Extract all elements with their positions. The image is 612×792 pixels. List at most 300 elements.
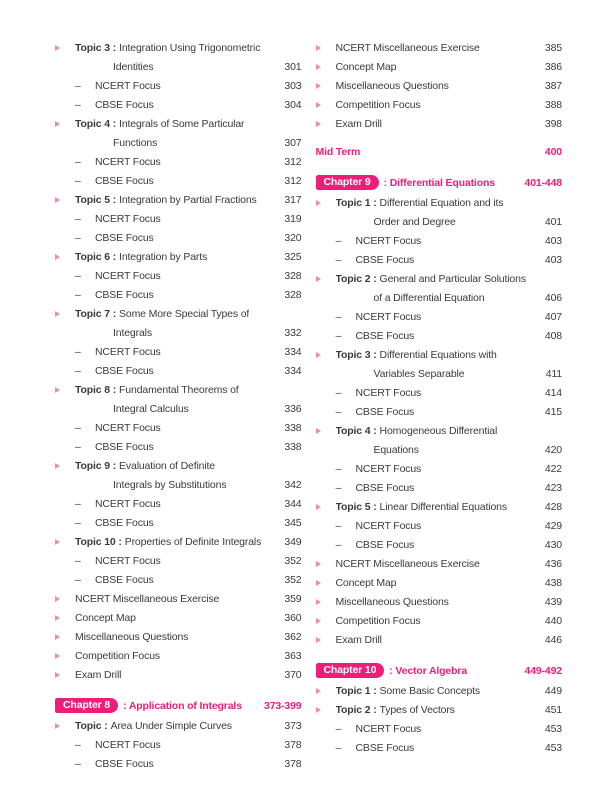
toc-topic-row[interactable] <box>316 345 563 383</box>
page-number: 403 <box>544 234 562 247</box>
dash-bullet-icon: – <box>335 329 342 342</box>
dash-bullet-icon: – <box>75 364 81 377</box>
sub-item-title: CBSE Focus <box>95 288 154 301</box>
page-number: 332 <box>284 326 302 339</box>
triangle-bullet-icon <box>316 580 336 586</box>
topic-title: Types of Vectors <box>379 703 455 716</box>
toc-topic-row[interactable] <box>55 456 302 494</box>
triangle-bullet-icon <box>316 561 336 567</box>
dash-bullet-icon: – <box>335 310 342 323</box>
toc-topic-line1 <box>55 627 302 646</box>
triangle-bullet-icon <box>316 121 336 127</box>
topic-label: Topic 5 : <box>75 193 117 206</box>
sub-item-title: NCERT Focus <box>95 212 161 225</box>
triangle-bullet-icon <box>55 254 75 260</box>
midterm-label: Mid Term <box>315 145 361 158</box>
topic-title-line2: Integrals by Substitutions <box>113 478 227 491</box>
page-number: 387 <box>544 79 562 92</box>
page-number: 312 <box>284 155 302 168</box>
topic-title-line2: Order and Degree <box>373 215 456 228</box>
toc-topic-row[interactable] <box>316 573 563 592</box>
page-number: 429 <box>544 519 562 532</box>
toc-topic-line1 <box>55 646 302 665</box>
chapter-title: : Application of Integrals <box>123 699 242 712</box>
chapter-badge: Chapter 9 <box>316 175 379 190</box>
topic-label: Topic 1 : <box>335 684 377 697</box>
dash-bullet-icon: – <box>75 288 81 301</box>
triangle-bullet-icon <box>55 121 75 127</box>
sub-item-title: CBSE Focus <box>355 329 415 342</box>
dash-bullet-icon: – <box>75 440 81 453</box>
chapter-page-range: 449-492 <box>524 664 562 677</box>
toc-sub-row[interactable] <box>55 209 302 228</box>
dash-bullet-icon: – <box>335 519 342 532</box>
triangle-bullet-icon <box>316 45 336 51</box>
triangle-bullet-icon <box>55 596 75 602</box>
toc-topic-row[interactable] <box>55 304 302 342</box>
sub-item-title: NCERT Focus <box>355 386 422 399</box>
toc-topic-line1 <box>55 190 302 209</box>
toc-topic-line1 <box>316 592 563 611</box>
toc-topic-line1 <box>316 611 563 630</box>
toc-topic-row[interactable] <box>316 700 563 719</box>
page-number: 378 <box>284 738 302 751</box>
toc-topic-row[interactable] <box>316 76 563 95</box>
topic-label: Topic : <box>75 719 108 732</box>
dash-bullet-icon: – <box>75 345 81 358</box>
dash-bullet-icon: – <box>335 386 342 399</box>
sub-item-title: NCERT Focus <box>95 79 161 92</box>
page-number: 411 <box>545 367 562 380</box>
triangle-bullet-icon <box>55 723 75 729</box>
triangle-bullet-icon <box>55 387 75 393</box>
topic-label: Topic 7 : <box>75 307 117 320</box>
dash-bullet-icon: – <box>75 497 81 510</box>
page-number: 407 <box>544 310 562 323</box>
page-number: 423 <box>544 481 562 494</box>
page-number: 398 <box>544 117 562 130</box>
page-number: 344 <box>284 497 302 510</box>
topic-title-line2: of a Differential Equation <box>373 291 485 304</box>
page-number: 334 <box>284 364 302 377</box>
toc-topic-row[interactable] <box>55 532 302 551</box>
dash-bullet-icon: – <box>75 174 81 187</box>
toc-topic-row[interactable] <box>316 554 563 573</box>
topic-label: Topic 9 : <box>75 459 117 472</box>
dash-bullet-icon: – <box>335 253 342 266</box>
page-number: 453 <box>544 722 562 735</box>
toc-topic-line2 <box>316 364 563 383</box>
toc-sub-row[interactable] <box>55 754 302 773</box>
chapter-badge: Chapter 8 <box>55 698 118 713</box>
page-number: 400 <box>544 145 562 158</box>
toc-topic-row[interactable] <box>316 592 563 611</box>
triangle-bullet-icon <box>316 707 336 713</box>
page-number: 362 <box>284 630 302 643</box>
toc-sub-row[interactable] <box>55 266 302 285</box>
toc-topic-row[interactable] <box>316 611 563 630</box>
topic-title: NCERT Miscellaneous Exercise <box>75 592 220 605</box>
page-number: 401 <box>544 215 562 228</box>
sub-item-title: CBSE Focus <box>95 364 154 377</box>
page-number: 430 <box>544 538 562 551</box>
triangle-bullet-icon <box>316 688 336 694</box>
page-number: 420 <box>544 443 562 456</box>
dash-bullet-icon: – <box>75 554 81 567</box>
toc-topic-row[interactable] <box>316 497 563 516</box>
toc-topic-line1 <box>55 665 302 684</box>
toc-topic-row[interactable] <box>55 190 302 209</box>
chapter-badge: Chapter 10 <box>316 663 385 678</box>
toc-topic-line1 <box>55 38 302 57</box>
toc-topic-line1 <box>55 716 302 735</box>
page-number: 436 <box>544 557 562 570</box>
toc-topic-line2 <box>316 288 563 307</box>
toc-sub-row[interactable] <box>55 285 302 304</box>
topic-title: Concept Map <box>335 576 397 589</box>
dash-bullet-icon: – <box>75 155 81 168</box>
toc-topic-row[interactable] <box>55 608 302 627</box>
chapter-title: : Vector Algebra <box>389 664 468 677</box>
topic-title-line2: Variables Separable <box>373 367 465 380</box>
sub-item-title: NCERT Focus <box>95 497 161 510</box>
page-number: 349 <box>284 535 302 548</box>
triangle-bullet-icon <box>316 352 336 358</box>
triangle-bullet-icon <box>316 599 336 605</box>
page-number: 385 <box>544 41 562 54</box>
triangle-bullet-icon <box>316 618 336 624</box>
toc-topic-row[interactable] <box>55 646 302 665</box>
topic-label: Topic 5 : <box>335 500 377 513</box>
toc-topic-line1 <box>316 554 563 573</box>
dash-bullet-icon: – <box>75 269 81 282</box>
sub-item-title: CBSE Focus <box>355 405 415 418</box>
topic-title: Linear Differential Equations <box>379 500 507 513</box>
topic-title: Properties of Definite Integrals <box>124 535 262 548</box>
triangle-bullet-icon <box>316 102 336 108</box>
page-number: 301 <box>284 60 302 73</box>
sub-item-title: CBSE Focus <box>95 98 154 111</box>
dash-bullet-icon: – <box>335 462 342 475</box>
toc-sub-row[interactable] <box>316 326 563 345</box>
toc-sub-row[interactable] <box>316 719 563 738</box>
page-number: 363 <box>284 649 302 662</box>
page-number: 360 <box>284 611 302 624</box>
triangle-bullet-icon <box>55 45 75 51</box>
sub-item-title: CBSE Focus <box>95 573 154 586</box>
page-number: 317 <box>284 193 302 206</box>
toc-sub-row[interactable] <box>55 437 302 456</box>
sub-item-title: CBSE Focus <box>95 231 154 244</box>
toc-topic-row[interactable] <box>316 681 563 700</box>
toc-topic-line1 <box>55 114 302 133</box>
dash-bullet-icon: – <box>75 421 81 434</box>
topic-title: NCERT Miscellaneous Exercise <box>335 557 480 570</box>
topic-title: Integration by Partial Fractions <box>119 193 257 206</box>
sub-item-title: NCERT Focus <box>95 155 161 168</box>
topic-label: Topic 6 : <box>75 250 117 263</box>
topic-title: Integration Using Trigonometric <box>119 41 261 54</box>
page-number: 422 <box>544 462 562 475</box>
dash-bullet-icon: – <box>75 516 81 529</box>
topic-label: Topic 1 : <box>335 196 377 209</box>
toc-topic-row[interactable] <box>316 114 563 133</box>
toc-sub-row[interactable] <box>55 513 302 532</box>
dash-bullet-icon: – <box>335 722 342 735</box>
topic-title: Some Basic Concepts <box>379 684 480 697</box>
triangle-bullet-icon <box>316 276 336 282</box>
toc-topic-line1 <box>316 269 563 288</box>
page-number: 320 <box>284 231 302 244</box>
page-number: 388 <box>544 98 562 111</box>
page-number: 328 <box>284 269 302 282</box>
topic-title: Exam Drill <box>75 668 122 681</box>
toc-topic-line1 <box>316 497 563 516</box>
toc-topic-line1 <box>316 57 563 76</box>
topic-title: Concept Map <box>335 60 397 73</box>
sub-item-title: NCERT Focus <box>95 738 161 751</box>
toc-topic-row[interactable] <box>316 193 563 231</box>
toc-sub-row[interactable] <box>316 402 563 421</box>
toc-sub-row[interactable] <box>55 418 302 437</box>
topic-title: Miscellaneous Questions <box>335 595 449 608</box>
sub-item-title: NCERT Focus <box>355 462 422 475</box>
dash-bullet-icon: – <box>75 757 81 770</box>
chapter-page-range: 401-448 <box>524 176 562 189</box>
sub-item-title: CBSE Focus <box>95 516 154 529</box>
toc-sub-row[interactable] <box>316 738 563 757</box>
toc-topic-line1 <box>316 76 563 95</box>
topic-title: Evaluation of Definite <box>119 459 215 472</box>
page-number: 453 <box>544 741 562 754</box>
triangle-bullet-icon <box>55 672 75 678</box>
page-number: 303 <box>284 79 302 92</box>
page-number: 406 <box>544 291 562 304</box>
page-number: 451 <box>544 703 562 716</box>
toc-topic-row[interactable] <box>55 114 302 152</box>
topic-title: Exam Drill <box>335 117 382 130</box>
toc-topic-line1 <box>55 608 302 627</box>
toc-topic-line1 <box>316 681 563 700</box>
dash-bullet-icon: – <box>335 741 342 754</box>
sub-item-title: CBSE Focus <box>355 253 415 266</box>
toc-sub-row[interactable] <box>316 231 563 250</box>
dash-bullet-icon: – <box>75 573 81 586</box>
page-number: 352 <box>284 554 302 567</box>
sub-item-title: CBSE Focus <box>355 481 415 494</box>
toc-topic-line1 <box>55 589 302 608</box>
toc-topic-line1 <box>55 304 302 323</box>
toc-sub-row[interactable] <box>55 171 302 190</box>
toc-topic-line2 <box>55 57 302 76</box>
toc-topic-line1 <box>55 532 302 551</box>
triangle-bullet-icon <box>55 463 75 469</box>
page-number: 338 <box>284 440 302 453</box>
triangle-bullet-icon <box>316 428 336 434</box>
page-number: 408 <box>544 329 562 342</box>
topic-title: Competition Focus <box>335 98 421 111</box>
toc-topic-row[interactable] <box>55 716 302 735</box>
dash-bullet-icon: – <box>75 98 81 111</box>
page-number: 328 <box>284 288 302 301</box>
toc-midterm-row[interactable] <box>316 142 563 161</box>
page-number: 438 <box>544 576 562 589</box>
toc-sub-row[interactable] <box>55 735 302 754</box>
toc-topic-line1 <box>316 345 563 364</box>
toc-sub-row[interactable] <box>316 250 563 269</box>
triangle-bullet-icon <box>55 539 75 545</box>
sub-item-title: NCERT Focus <box>95 345 161 358</box>
page-number: 342 <box>284 478 302 491</box>
toc-chapter-row[interactable] <box>316 660 563 681</box>
page-number: 439 <box>544 595 562 608</box>
toc-chapter-row[interactable] <box>316 172 563 193</box>
topic-title: Fundamental Theorems of <box>119 383 239 396</box>
topic-title: Miscellaneous Questions <box>335 79 449 92</box>
page-number: 334 <box>284 345 302 358</box>
page-number: 345 <box>284 516 302 529</box>
page-number: 403 <box>544 253 562 266</box>
page-number: 312 <box>284 174 302 187</box>
triangle-bullet-icon <box>55 615 75 621</box>
sub-item-title: NCERT Focus <box>95 269 161 282</box>
page-number: 325 <box>284 250 302 263</box>
toc-topic-row[interactable] <box>55 589 302 608</box>
topic-title: Differential Equation and its <box>379 196 504 209</box>
page-number: 352 <box>284 573 302 586</box>
toc-sub-row[interactable] <box>55 76 302 95</box>
topic-title-line2: Integrals <box>113 326 152 339</box>
triangle-bullet-icon <box>316 637 336 643</box>
toc-sub-row[interactable] <box>316 383 563 402</box>
toc-sub-row[interactable] <box>55 494 302 513</box>
dash-bullet-icon: – <box>75 738 81 751</box>
toc-topic-row[interactable] <box>316 57 563 76</box>
toc-sub-row[interactable] <box>55 95 302 114</box>
topic-label: Topic 2 : <box>335 703 377 716</box>
toc-topic-line1 <box>55 380 302 399</box>
toc-topic-line2 <box>316 212 563 231</box>
toc-topic-line1 <box>316 700 563 719</box>
sub-item-title: NCERT Focus <box>355 310 422 323</box>
page-number: 440 <box>544 614 562 627</box>
toc-topic-row[interactable] <box>316 95 563 114</box>
toc-sub-row[interactable] <box>55 152 302 171</box>
topic-title-line2: Equations <box>373 443 419 456</box>
toc-sub-row[interactable] <box>316 516 563 535</box>
toc-sub-row[interactable] <box>55 570 302 589</box>
toc-topic-row[interactable] <box>55 380 302 418</box>
topic-label: Topic 3 : <box>75 41 117 54</box>
topic-title: Some More Special Types of <box>119 307 250 320</box>
sub-item-title: NCERT Focus <box>95 421 161 434</box>
page-number: 428 <box>544 500 562 513</box>
page-number: 336 <box>284 402 302 415</box>
sub-item-title: CBSE Focus <box>355 741 415 754</box>
sub-item-title: CBSE Focus <box>95 174 154 187</box>
toc-topic-line1 <box>316 95 563 114</box>
topic-title: Homogeneous Differential <box>379 424 498 437</box>
sub-item-title: NCERT Focus <box>95 554 161 567</box>
toc-topic-row[interactable] <box>55 247 302 266</box>
triangle-bullet-icon <box>55 197 75 203</box>
triangle-bullet-icon <box>316 83 336 89</box>
toc-sub-row[interactable] <box>316 459 563 478</box>
page-number: 386 <box>544 60 562 73</box>
topic-title: NCERT Miscellaneous Exercise <box>335 41 480 54</box>
toc-topic-row[interactable] <box>316 38 563 57</box>
page-number: 307 <box>284 136 302 149</box>
toc-topic-line1 <box>316 630 563 649</box>
page-number: 359 <box>284 592 302 605</box>
toc-sub-row[interactable] <box>316 478 563 497</box>
triangle-bullet-icon <box>55 311 75 317</box>
toc-topic-row[interactable] <box>55 627 302 646</box>
toc-topic-row[interactable] <box>55 38 302 76</box>
topic-title: Competition Focus <box>335 614 421 627</box>
toc-topic-row[interactable] <box>316 269 563 307</box>
toc-sub-row[interactable] <box>55 551 302 570</box>
toc-topic-line1 <box>316 193 563 212</box>
topic-title: Miscellaneous Questions <box>75 630 189 643</box>
topic-title: General and Particular Solutions <box>379 272 526 285</box>
topic-title: Differential Equations with <box>379 348 497 361</box>
topic-label: Topic 4 : <box>335 424 377 437</box>
page-number: 373 <box>284 719 302 732</box>
toc-sub-row[interactable] <box>316 307 563 326</box>
topic-title: Competition Focus <box>75 649 160 662</box>
chapter-page-range: 373-399 <box>264 699 302 712</box>
dash-bullet-icon: – <box>335 405 342 418</box>
toc-topic-line1 <box>316 38 563 57</box>
topic-label: Topic 4 : <box>75 117 117 130</box>
dash-bullet-icon: – <box>335 538 342 551</box>
topic-title: Exam Drill <box>335 633 382 646</box>
toc-topic-line2 <box>55 323 302 342</box>
toc-sub-row[interactable] <box>316 535 563 554</box>
toc-sub-row[interactable] <box>55 361 302 380</box>
toc-topic-line2 <box>55 475 302 494</box>
toc-sub-row[interactable] <box>55 342 302 361</box>
triangle-bullet-icon <box>55 634 75 640</box>
chapter-title: : Differential Equations <box>383 176 495 189</box>
sub-item-title: NCERT Focus <box>355 722 422 735</box>
page-number: 370 <box>284 668 302 681</box>
toc-column-left <box>55 38 302 773</box>
topic-title: Concept Map <box>75 611 136 624</box>
toc-topic-line1 <box>55 456 302 475</box>
toc-chapter-row[interactable] <box>55 695 302 716</box>
toc-topic-line1 <box>316 573 563 592</box>
page-number: 338 <box>284 421 302 434</box>
dash-bullet-icon: – <box>335 481 342 494</box>
toc-topic-line1 <box>55 247 302 266</box>
toc-topic-row[interactable] <box>55 665 302 684</box>
page-number: 378 <box>284 757 302 770</box>
toc-topic-row[interactable] <box>316 630 563 649</box>
dash-bullet-icon: – <box>75 231 81 244</box>
toc-topic-line1 <box>316 421 563 440</box>
toc-topic-line2 <box>55 399 302 418</box>
dash-bullet-icon: – <box>335 234 342 247</box>
toc-sub-row[interactable] <box>55 228 302 247</box>
toc-topic-line1 <box>316 114 563 133</box>
topic-title: Integration by Parts <box>119 250 208 263</box>
dash-bullet-icon: – <box>75 212 81 225</box>
topic-label: Topic 2 : <box>335 272 377 285</box>
toc-column-right <box>316 38 563 773</box>
toc-topic-row[interactable] <box>316 421 563 459</box>
